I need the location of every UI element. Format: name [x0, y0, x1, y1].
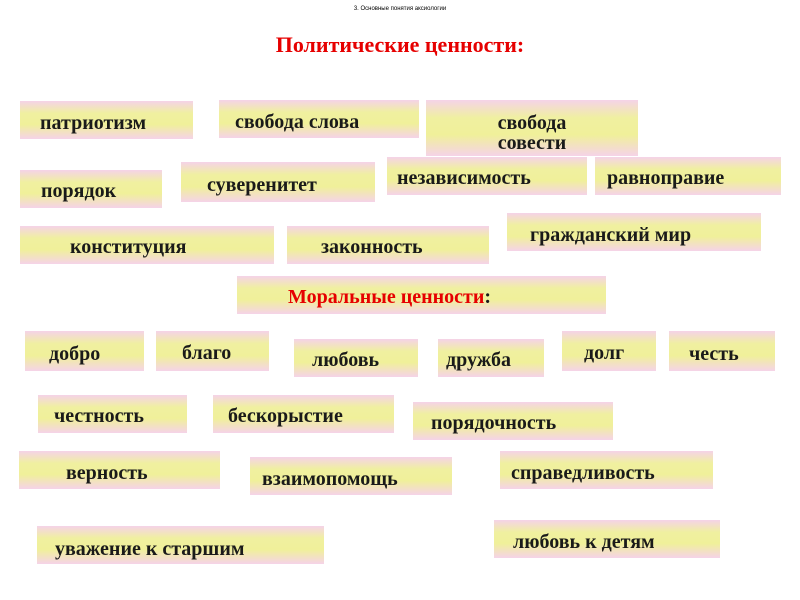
- value-constitution: [20, 226, 274, 264]
- value-label: свобода слова: [235, 111, 360, 133]
- value-honesty: [38, 395, 187, 433]
- moral-title-colon: :: [484, 286, 492, 308]
- value-independence: [387, 157, 587, 195]
- value-benefit: [156, 331, 269, 371]
- value-legality: [287, 226, 489, 264]
- value-label: долг: [584, 342, 625, 364]
- value-freedom-of-speech: [219, 100, 419, 138]
- value-unselfishness: [213, 395, 394, 433]
- value-sovereignty: [181, 162, 375, 202]
- value-equality: [595, 157, 781, 195]
- moral-title-text: Моральные ценности: [288, 286, 485, 308]
- value-label: конституция: [70, 236, 187, 258]
- value-label: гражданский мир: [530, 224, 692, 246]
- value-duty: [562, 331, 656, 371]
- value-label: свобода совести: [497, 112, 567, 154]
- value-love: [294, 339, 418, 377]
- value-respect-for-elders: [37, 526, 324, 564]
- value-label: благо: [182, 342, 232, 364]
- value-label: равноправие: [607, 167, 725, 189]
- value-label: суверенитет: [207, 174, 317, 196]
- value-label: порядок: [41, 180, 117, 202]
- value-label: справедливость: [511, 462, 655, 484]
- value-good: [25, 331, 144, 371]
- value-label: верность: [66, 462, 148, 484]
- value-love-for-children: [494, 520, 720, 558]
- value-label: взаимопомощь: [262, 468, 398, 490]
- moral-values-title: [237, 276, 606, 314]
- value-label: независимость: [397, 167, 531, 189]
- value-label: порядочность: [431, 412, 557, 434]
- value-friendship: [438, 339, 544, 377]
- value-label: дружба: [446, 349, 511, 371]
- political-values-title: Политические ценности:: [275, 32, 525, 57]
- value-civil-peace: [507, 213, 761, 251]
- value-decency: [413, 402, 613, 440]
- value-justice: [500, 451, 713, 489]
- value-patriotism: [20, 101, 193, 139]
- value-loyalty: [19, 451, 220, 489]
- value-label: честность: [54, 405, 144, 427]
- value-honor: [669, 331, 775, 371]
- value-label: законность: [321, 236, 423, 258]
- value-label: уважение к старшим: [55, 538, 245, 560]
- value-label: патриотизм: [40, 112, 147, 134]
- value-label: честь: [689, 343, 739, 365]
- value-label: бескорыстие: [228, 405, 343, 427]
- value-label: любовь к детям: [513, 531, 655, 553]
- value-mutual-aid: [250, 457, 452, 495]
- value-freedom-of-conscience: [426, 100, 638, 156]
- slide-header: 3. Основные понятия аксиологии: [353, 6, 447, 12]
- value-label: добро: [49, 343, 101, 365]
- value-label: любовь: [312, 349, 380, 371]
- value-order: [20, 170, 162, 208]
